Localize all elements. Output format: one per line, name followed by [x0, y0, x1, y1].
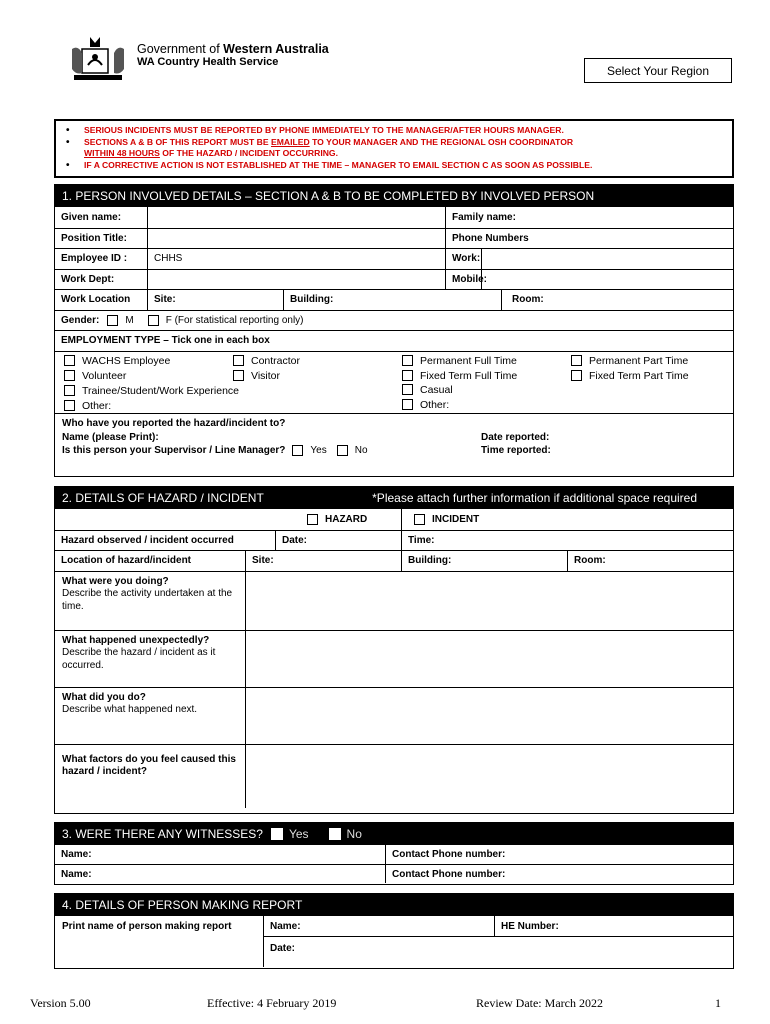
phone-numbers-label: Phone Numbers — [445, 229, 733, 249]
wachs-checkbox[interactable] — [64, 355, 75, 366]
time-reported-label: Time reported: — [481, 444, 551, 456]
employee-id-field[interactable]: CHHS — [147, 249, 445, 269]
report-date-label: Date: — [270, 942, 296, 954]
volunteer-label: Volunteer — [82, 369, 127, 382]
report-name-area — [263, 916, 733, 967]
work-phone-label: Work: — [445, 249, 535, 269]
section-witnesses — [54, 822, 734, 885]
contractor-checkbox[interactable] — [233, 355, 244, 366]
footer-effective: Effective: 4 February 2019 — [207, 996, 337, 1010]
section-hazard-incident — [54, 486, 734, 814]
section-3-heading: 3. WERE THERE ANY WITNESSES? — [62, 827, 263, 841]
hazard-checkbox[interactable] — [307, 514, 318, 525]
incident-checkbox[interactable] — [414, 514, 425, 525]
section-2-title — [55, 487, 733, 509]
warnings-box — [54, 119, 734, 178]
building-label: Building: — [283, 290, 501, 310]
supervisor-yes-checkbox[interactable] — [292, 445, 303, 456]
q4-answer-field[interactable] — [245, 745, 733, 808]
mobile-field[interactable] — [481, 270, 733, 290]
section-3-title — [55, 823, 733, 845]
witness-2-contact-label: Contact Phone number: — [385, 865, 733, 883]
gender-f-label: F (For statistical reporting only) — [165, 314, 304, 326]
other-2-label: Other: — [420, 398, 450, 411]
given-name-label: Given name: — [61, 211, 122, 223]
family-name-field[interactable] — [481, 207, 733, 228]
other-1-label: Other: — [82, 399, 112, 412]
supervisor-question: Is this person your Supervisor / Line Manager? — [62, 444, 286, 456]
warning-1: • SERIOUS INCIDENTS MUST BE REPORTED BY PHONE IMMEDIATELY TO THE MANAGER/AFTER HOURS MANAGER. — [66, 125, 732, 137]
hazard-label: HAZARD — [325, 513, 368, 525]
q1-block — [62, 576, 240, 614]
witness-1-contact-label: Contact Phone number: — [385, 845, 733, 864]
reported-to-label: Who have you reported the hazard/incident to? — [62, 417, 286, 429]
mobile-label: Mobile: — [445, 270, 535, 290]
employee-id-label: Employee ID : — [61, 253, 128, 265]
work-dept-label: Work Dept: — [61, 273, 115, 285]
section-2-heading: 2. DETAILS OF HAZARD / INCIDENT — [62, 491, 264, 505]
section-4-title: 4. DETAILS OF PERSON MAKING REPORT — [55, 894, 733, 916]
section-person-involved — [54, 184, 734, 477]
room-2-label: Room: — [567, 551, 733, 571]
visitor-checkbox[interactable] — [233, 370, 244, 381]
wachs-label: WACHS Employee — [82, 354, 171, 367]
work-location-label: Work Location — [61, 294, 131, 306]
casual-label: Casual — [420, 383, 453, 396]
supervisor-yes-label: Yes — [310, 444, 327, 456]
q3-answer-field[interactable] — [245, 688, 733, 744]
site-2-label: Site: — [245, 551, 401, 571]
name-print-label: Name (please Print): — [62, 431, 159, 443]
witness-yes-checkbox[interactable] — [271, 828, 283, 840]
q1-answer-field[interactable] — [245, 572, 733, 630]
perm-full-checkbox[interactable] — [402, 355, 413, 366]
supervisor-no-checkbox[interactable] — [337, 445, 348, 456]
position-title-field[interactable] — [147, 229, 445, 249]
work-dept-field[interactable] — [147, 270, 445, 290]
casual-checkbox[interactable] — [402, 384, 413, 395]
government-title: Government of Western Australia — [137, 42, 329, 56]
section-1-title: 1. PERSON INVOLVED DETAILS – SECTION A & B TO BE COMPLETED BY INVOLVED PERSON — [55, 185, 733, 207]
gender-f-checkbox[interactable] — [148, 315, 159, 326]
print-name-label: Print name of person making report — [62, 921, 232, 932]
select-region-button[interactable]: Select Your Region — [584, 58, 732, 83]
q2-heading: What happened unexpectedly? — [62, 634, 210, 646]
witness-yes-label: Yes — [288, 827, 309, 841]
supervisor-no-label: No — [354, 444, 368, 456]
gender-label: Gender: — [61, 314, 100, 326]
date-label: Date: — [275, 531, 401, 551]
perm-part-label: Permanent Part Time — [589, 354, 689, 367]
room-label: Room: — [501, 290, 733, 310]
q1-heading: What were you doing? — [62, 575, 169, 587]
warning-2: • SECTIONS A & B OF THIS REPORT MUST BE EMAILED TO YOUR MANAGER AND THE REGIONAL OSH COORDINATOR WITHIN 48 HOURS OF THE HAZARD / INCIDENT OCCURRING. — [66, 137, 732, 160]
q3-block — [62, 692, 240, 717]
q3-heading: What did you do? — [62, 691, 146, 703]
fixed-full-checkbox[interactable] — [402, 370, 413, 381]
he-number-label: HE Number: — [494, 916, 733, 936]
q2-text: Describe the hazard / incident as it occurred. — [62, 647, 216, 671]
witness-no-checkbox[interactable] — [329, 828, 341, 840]
given-name-field[interactable] — [147, 207, 445, 228]
section-person-making-report — [54, 893, 734, 969]
date-reported-label: Date reported: — [481, 431, 550, 443]
incident-option — [401, 509, 733, 530]
wa-crest-logo — [68, 35, 128, 83]
site-label: Site: — [147, 290, 283, 310]
perm-part-checkbox[interactable] — [571, 355, 582, 366]
reported-to-block — [55, 413, 733, 462]
volunteer-checkbox[interactable] — [64, 370, 75, 381]
other-2-checkbox[interactable] — [402, 399, 413, 410]
report-name-label: Name: — [270, 920, 301, 932]
contractor-label: Contractor — [251, 354, 301, 367]
fixed-part-label: Fixed Term Part Time — [589, 369, 689, 382]
q3-text: Describe what happened next. — [62, 704, 198, 715]
time-label: Time: — [401, 531, 733, 551]
section-2-note: *Please attach further information if additional space required — [372, 491, 697, 505]
observed-label: Hazard observed / incident occurred — [61, 534, 234, 546]
fixed-part-checkbox[interactable] — [571, 370, 582, 381]
gender-m-label: M — [125, 314, 134, 326]
witness-1-name-label: Name: — [61, 849, 92, 860]
building-2-label: Building: — [401, 551, 567, 571]
work-phone-field[interactable] — [481, 249, 733, 269]
employment-options — [55, 351, 733, 413]
q2-block — [62, 635, 240, 673]
gender-m-checkbox[interactable] — [107, 315, 118, 326]
other-1-checkbox[interactable] — [64, 400, 75, 411]
employment-type-label: EMPLOYMENT TYPE – Tick one in each box — [61, 335, 270, 347]
fixed-full-label: Fixed Term Full Time — [420, 369, 518, 382]
gender-row — [55, 311, 304, 331]
footer-review: Review Date: March 2022 — [476, 996, 603, 1010]
hazard-option — [301, 509, 401, 530]
footer-version: Version 5.00 — [30, 996, 91, 1010]
warning-3: • IF A CORRECTIVE ACTION IS NOT ESTABLISHED AT THE TIME – MANAGER TO EMAIL SECTION C AS SOON AS POSSIBLE. — [66, 160, 732, 172]
trainee-label: Trainee/Student/Work Experience — [82, 384, 239, 397]
witness-no-label: No — [346, 827, 362, 841]
witness-2-name-label: Name: — [61, 868, 92, 880]
family-name-label: Family name: — [445, 207, 535, 228]
footer-page-number: 1 — [715, 996, 721, 1010]
q2-answer-field[interactable] — [245, 631, 733, 687]
position-title-label: Position Title: — [61, 232, 127, 244]
trainee-checkbox[interactable] — [64, 385, 75, 396]
q1-text: Describe the activity undertaken at the time. — [62, 588, 233, 612]
visitor-label: Visitor — [251, 369, 280, 382]
location-label: Location of hazard/incident — [61, 555, 192, 567]
service-title: WA Country Health Service — [137, 56, 279, 68]
perm-full-label: Permanent Full Time — [420, 354, 517, 367]
incident-label: INCIDENT — [432, 513, 480, 525]
q4-heading: What factors do you feel caused this hazard / incident? — [62, 753, 236, 777]
